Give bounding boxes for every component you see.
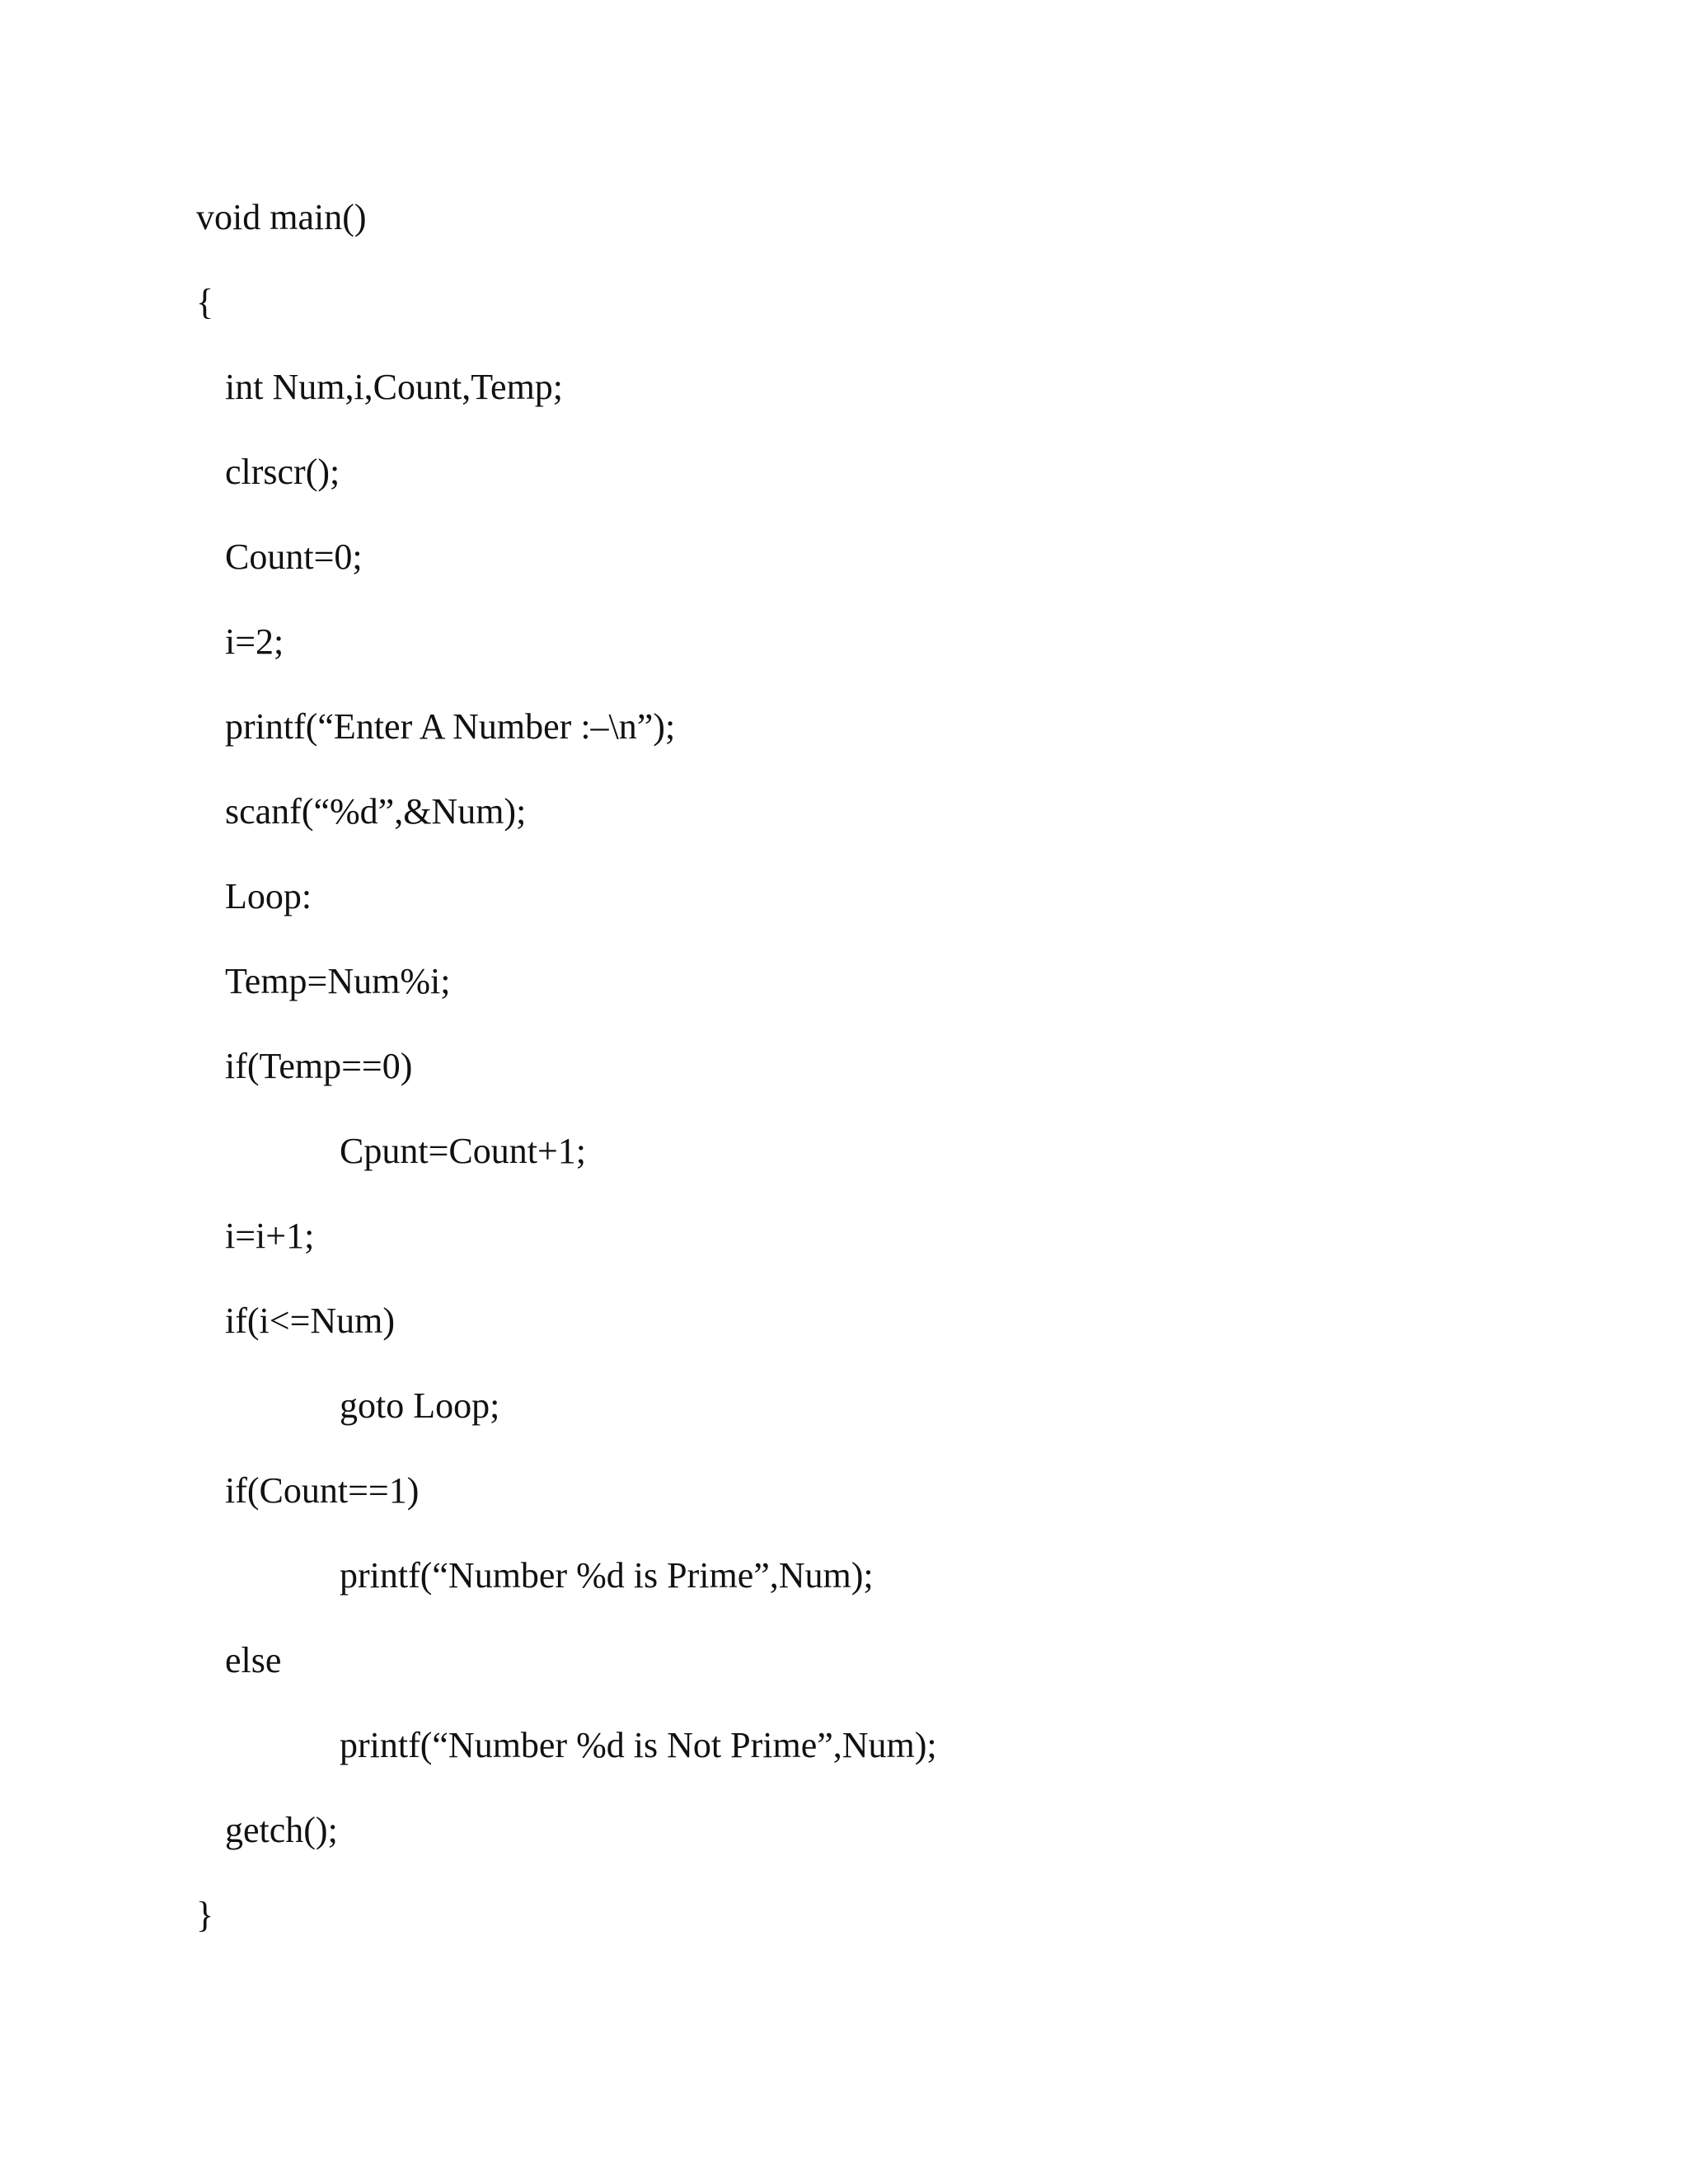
code-line-21: } [196, 1895, 214, 1935]
code-line-8: scanf(“%d”,&Num); [225, 791, 527, 832]
code-line-3: int Num,i,Count,Temp; [225, 367, 564, 407]
code-line-13: i=i+1; [225, 1216, 315, 1256]
code-line-15: goto Loop; [340, 1385, 500, 1426]
code-line-11: if(Temp==0) [225, 1046, 413, 1086]
code-line-20: getch(); [225, 1810, 338, 1850]
code-line-16: if(Count==1) [225, 1470, 420, 1511]
code-line-4: clrscr(); [225, 452, 340, 492]
code-line-7: printf(“Enter A Number :–\n”); [225, 706, 676, 747]
code-line-14: if(i<=Num) [225, 1301, 396, 1341]
code-line-12: Cpunt=Count+1; [340, 1131, 586, 1171]
code-line-2: { [196, 282, 214, 322]
code-line-5: Count=0; [225, 537, 363, 577]
code-line-19: printf(“Number %d is Not Prime”,Num); [340, 1725, 937, 1765]
code-line-6: i=2; [225, 621, 284, 662]
code-line-10: Temp=Num%i; [225, 961, 451, 1001]
code-line-18: else [225, 1640, 282, 1680]
code-line-9: Loop: [225, 876, 312, 916]
code-line-1: void main() [196, 197, 367, 237]
code-line-17: printf(“Number %d is Prime”,Num); [340, 1555, 874, 1596]
